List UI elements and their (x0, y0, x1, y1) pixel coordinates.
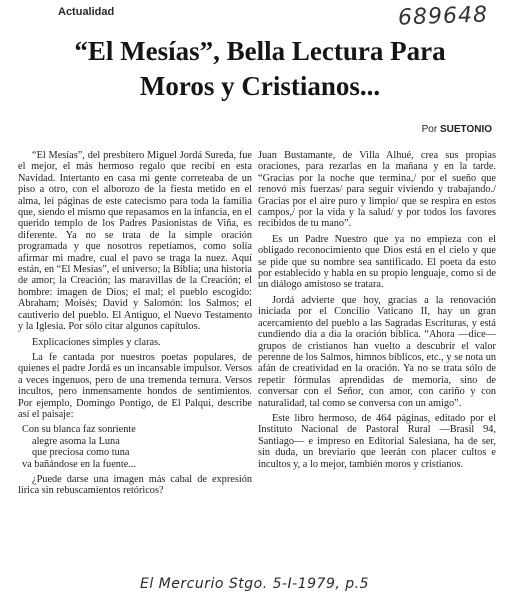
paragraph: Este libro hermoso, de 464 páginas, editado por el Instituto Nacional de Pastoral Rural —Brasil 94, Santiago— e impreso en Editorial Salesiana, ha de ser, sin duda, un breviario que leerán con placer cultos e incultos y, a lo mejor, también moros y cristianos. (258, 412, 496, 470)
poem (18, 424, 252, 470)
source-handwriting: El Mercurio Stgo. 5-I-1979, p.5 (140, 576, 370, 592)
paragraph: La fe cantada por nuestros poetas populares, de quienes el padre Jordá es un incansable impulsor. Versos a veces ingenuos, pero de una tremenda ternura. Versos incultos, pero inmensamente hondos de sentimientos. Por ejemplo, Domingo Pontigo, de El Palqui, describe así el paisaje: (18, 351, 252, 420)
article-column-left (18, 150, 252, 501)
section-label: Actualidad (58, 6, 115, 18)
paragraph: ¿Puede darse una imagen más cabal de expresión lírica sin rebuscamientos retóricos? (18, 473, 252, 497)
byline-prefix: Por (421, 124, 438, 135)
article-column-right (258, 150, 496, 474)
article-title: “El Mesías”, Bella Lectura Para Moros y Cristianos... (74, 36, 446, 101)
poem-line: que preciosa como tuna (32, 447, 130, 459)
archive-code-handwriting: 689648 (397, 2, 489, 31)
byline (422, 124, 492, 135)
paragraph: “El Mesías”, del presbítero Miguel Jordá Sureda, fue el mejor, el más hermoso regalo que recibí en esta Navidad. Intertanto en casa mi gente correteaba de un piso a otro, con el alborozo de la fiesta metido en el alma, leí páginas de este catecismo para toda la familia que, siendo el mismo que repasamos en la infancia, en el querido templo de los Padres Pasionistas de Viña, es diferente. Ya no se trata de la simple oración programada y que nosotros repetíamos, como solía afirmar mi madre, cual el pavo se traga la nuez. Aquí están, en “El Mesías”, el universo; la Biblia; una historia de amor; la Creación; las maravillas de la Creación; el hombre: imagen de Dios; el mal; el pueblo escogido: Abraham; Moisés; David y Salomón: los Salmos; el cautiverio del pueblo. El Antiguo, el Nuevo Testamento y la Iglesia. Por sólo citar algunos capítulos. (18, 150, 252, 333)
poem-line: alegre asoma la Luna (32, 435, 120, 447)
paragraph: Jordá advierte que hoy, gracias a la renovación iniciada por el Concilio Vaticano II, hay un gran acercamiento del pueblo a las Sagradas Escrituras, y está cundiendo día a día la oración bíblica. “Ahora —dice— grupos de cristianos han vuelto a descubrir el valor perenne de los Salmos, himnos bíblicos, etc., y se nota un afán de creatividad en la oración. Ya no se trata sólo de repetir fórmulas aprendidas de memoria, sino de conversar con el Señor, con amor, con cariño y con naturalidad, tal como se conversa con un amigo”. (258, 294, 496, 409)
paragraph: Es un Padre Nuestro que ya no empieza con el obligado reconocimiento que Dios está en el cielo y que se pide que su nombre sea santificado. El poeta da esto por establecido y habla en su propio lenguaje, como si de un diálogo amistoso se tratara. (258, 233, 496, 291)
byline-author: SUETONIO (439, 124, 492, 135)
paragraph: Explicaciones simples y claras. (32, 336, 161, 348)
poem-line: va bañándose en la fuente... (22, 458, 137, 470)
poem-line: Con su blanca faz sonriente (22, 424, 136, 436)
paragraph: Juan Bustamante, de Villa Alhué, crea sus propias oraciones, para rezarlas en la mañana y en la tarde. “Gracias por la noche que termina,/ por el sueño que renovó mis fuerzas/ para seguir viviendo y trabajando./ Gracias por el aire puro y limpio/ que se respira en estos campos,/ por la vida y la salud/ y por todos los favores recibidos de tu mano”. (258, 150, 496, 230)
